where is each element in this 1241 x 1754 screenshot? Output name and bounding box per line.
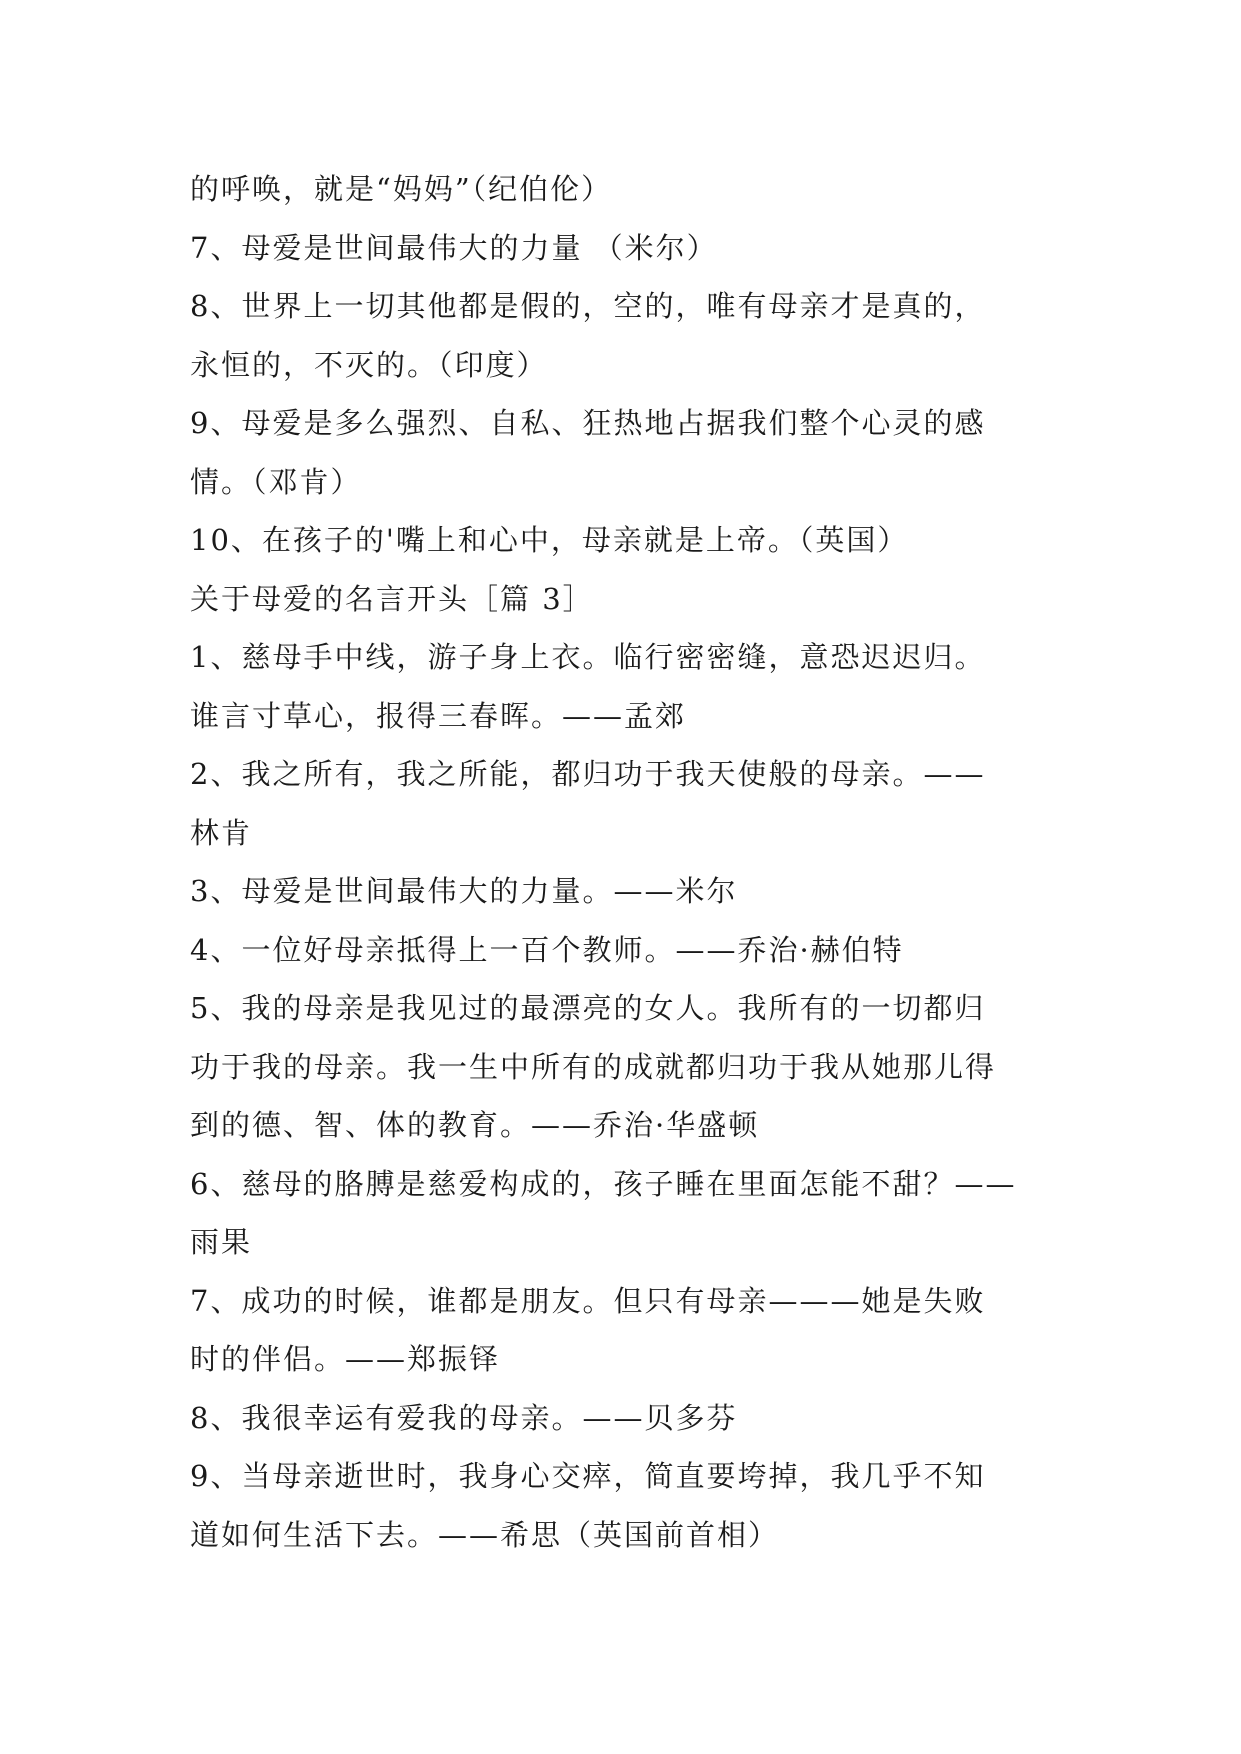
quote-line: 2、我之所有，我之所能，都归功于我天使般的母亲。—— bbox=[190, 757, 986, 791]
quote-line: 9、当母亲逝世时，我身心交瘁，简直要垮掉，我几乎不知 bbox=[190, 1459, 986, 1493]
quote-line: 5、我的母亲是我见过的最漂亮的女人。我所有的一切都归 bbox=[190, 991, 986, 1025]
quote-line: 3、母爱是世间最伟大的力量。——米尔 bbox=[190, 874, 738, 908]
text-line: 的呼唤，就是“妈妈”（纪伯伦） bbox=[190, 172, 613, 206]
quote-line: 8、我很幸运有爱我的母亲。——贝多芬 bbox=[190, 1400, 738, 1435]
section-heading: 关于母爱的名言开头［篇 3］ bbox=[190, 581, 594, 616]
quote-line: 7、母爱是世间最伟大的力量 （米尔） bbox=[190, 230, 718, 265]
quote-line: 9、母爱是多么强烈、自私、狂热地占据我们整个心灵的感 bbox=[190, 406, 986, 440]
quote-line: 10、在孩子的'嘴上和心中，母亲就是上帝。（英国） bbox=[190, 523, 909, 557]
quote-line: 1、慈母手中线，游子身上衣。临行密密缝，意恐迟迟归。 bbox=[190, 640, 986, 674]
quote-line: 4、一位好母亲抵得上一百个教师。——乔治·赫伯特 bbox=[190, 932, 904, 967]
text-line: 谁言寸草心，报得三春晖。——孟郊 bbox=[190, 698, 687, 733]
text-line: 道如何生活下去。——希思（英国前首相） bbox=[190, 1517, 780, 1552]
text-line: 到的德、智、体的教育。——乔治·华盛顿 bbox=[190, 1108, 760, 1142]
text-line: 雨果 bbox=[190, 1225, 253, 1259]
text-line: 功于我的母亲。我一生中所有的成就都归功于我从她那儿得 bbox=[190, 1049, 997, 1084]
text-line: 永恒的，不灭的。（印度） bbox=[190, 347, 548, 382]
document-body bbox=[190, 160, 1070, 1564]
quote-line: 6、慈母的胳膊是慈爱构成的，孩子睡在里面怎能不甜？—— bbox=[190, 1166, 1017, 1201]
text-line: 林肯 bbox=[190, 815, 253, 850]
text-line: 时的伴侣。——郑振铎 bbox=[190, 1342, 501, 1376]
text-line: 情。（邓肯） bbox=[190, 464, 362, 499]
quote-line: 7、成功的时候，谁都是朋友。但只有母亲———她是失败 bbox=[190, 1283, 986, 1318]
quote-line: 8、世界上一切其他都是假的，空的，唯有母亲才是真的， bbox=[190, 289, 986, 323]
